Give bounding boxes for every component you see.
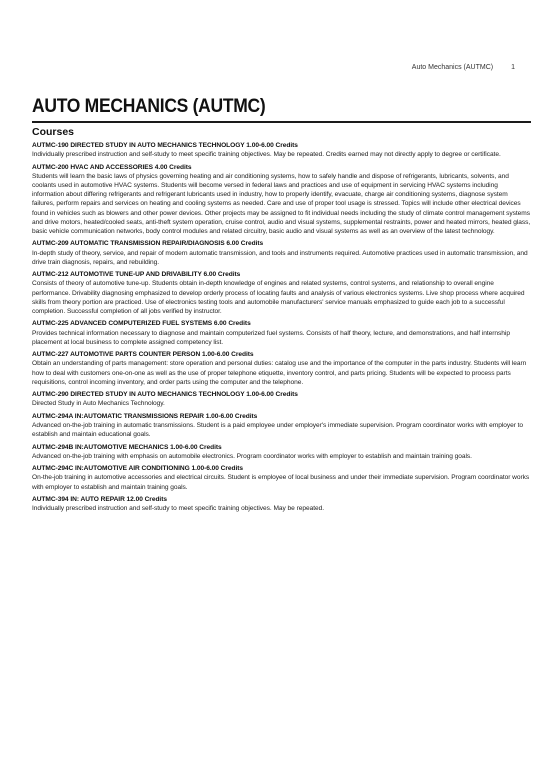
course-description: Provides technical information necessary to diagnose and maintain computerized fuel systems. Consists of half theory, lecture, and demonstrations, and half internship placement at local business to complete assigned competency list. [32, 329, 510, 346]
course-title: AUTMC-190 DIRECTED STUDY IN AUTO MECHANICS TECHNOLOGY 1.00-6.00 Credits [32, 142, 298, 149]
course-description: Advanced on-the-job training in automatic transmissions. Student is a paid employee under employer's immediate supervision. Program coordinator works with employer to establish and maintain educational goals. [32, 422, 524, 439]
document-title: AUTO MECHANICS (AUTMC) [32, 96, 266, 117]
course-description: Advanced on-the-job training with emphasis on automobile electronics. Program coordinator works with employer to establish and maintain training goals. [32, 452, 472, 460]
course-entry [32, 350, 531, 387]
course-entry [32, 443, 531, 461]
section-heading-courses: Courses [32, 126, 75, 138]
page-number: 1 [511, 64, 515, 71]
course-entry [32, 495, 531, 513]
course-title: AUTMC-290 DIRECTED STUDY IN AUTO MECHANICS TECHNOLOGY 1.00-6.00 Credits [32, 391, 298, 399]
course-title: AUTMC-294B IN:AUTOMOTIVE MECHANICS 1.00-6.00 Credits [32, 443, 222, 451]
course-description: Directed Study in Auto Mechanics Technology. [32, 400, 165, 408]
course-title: AUTMC-225 ADVANCED COMPUTERIZED FUEL SYSTEMS 6.00 Credits [32, 320, 251, 328]
course-entry [32, 412, 531, 440]
course-title: AUTMC-294C IN:AUTOMOTIVE AIR CONDITIONING 1.00-6.00 Credits [32, 465, 244, 473]
course-title: AUTMC-209 AUTOMATIC TRANSMISSION REPAIR/DIAGNOSIS 6.00 Credits [32, 240, 264, 248]
course-list [32, 141, 531, 517]
course-description: Individually prescribed instruction and self-study to meet specific training objectives. May be repeated. Credits earned may not directly apply to degree or certificate. [32, 151, 501, 159]
course-entry [32, 464, 531, 492]
course-description: Obtain an understanding of parts management: store operation and personal duties: catalog use and the importance of the computer in the parts industry. Students will learn how to deal with customers one-on-one as well as the use of proper telephone etiquette, inventory control, and parts pricing. Students will be expected to process parts requisitions, control incoming inventory, and order parts using the computer and the telephone. [32, 360, 527, 386]
course-entry [32, 141, 531, 159]
course-title: AUTMC-200 HVAC AND ACCESSORIES 4.00 Credits [32, 163, 192, 171]
course-title: AUTMC-394 IN: AUTO REPAIR 12.00 Credits [32, 495, 167, 503]
course-title: AUTMC-212 AUTOMOTIVE TUNE-UP AND DRIVABILITY 6.00 Credits [32, 271, 241, 279]
course-description: Consists of theory of automotive tune-up. Students obtain in-depth knowledge of engines and related systems, control systems, and relationship to overall engine performance. Drivability diagnosing emphasized to develop orderly process of locating faults and analysis of various electronics systems. Live shop process where acquired skills from theory portion are practiced. Use of electronics testing tools and automobile manufacturers' service manuals emphasized to guide each job to a successful completion. Successful completion of all jobs verified by instructor. [32, 280, 525, 316]
course-entry [32, 270, 531, 316]
course-title: AUTMC-227 AUTOMOTIVE PARTS COUNTER PERSON 1.00-6.00 Credits [32, 351, 254, 359]
course-description: Individually prescribed instruction and self-study to meet specific training objectives. May be repeated. [32, 505, 324, 513]
title-divider [32, 121, 531, 123]
running-header [412, 64, 515, 71]
course-title: AUTMC-294A IN:AUTOMATIC TRANSMISSIONS REPAIR 1.00-6.00 Credits [32, 412, 258, 420]
course-entry [32, 163, 531, 237]
course-description: In-depth study of theory, service, and repair of modern automatic transmission, and tools and instruments required. Automotive practices used in automatic transmission, and drive train diagnosis, repairs, and rebuilding. [32, 249, 528, 266]
course-description: On-the-job training in automotive accessories and electrical circuits. Student is employee of local business and under their immediate supervision. Program coordinator works with employer to establish and maintain training goals. [32, 474, 530, 491]
course-entry [32, 319, 531, 347]
course-entry [32, 390, 531, 408]
course-description: Students will learn the basic laws of physics governing heating and air conditioning systems, how to safely handle and dispose of refrigerants, lubricants, solvents, and coolants used in automotive HVAC systems. Students will become versed in federal laws and practices and use of equipment in servicing HVAC systems including information about differing refrigerants and refrigerant lubricants used in industry, how to properly identify, evacuate, charge air conditioning systems, diagnose system failures, perform repairs and services on heating and cooling systems as needed. Care and use of proper tool usage is stressed. Topics will include other electrical devices found in vehicles such as blowers and other power devices. Other projects may be assigned to fit individual needs including the study of climate control management systems and drive motors, heated/cooled seats, anti-theft system operation, cruise control, audio and visual systems, supplemental restraints, power and heated mirrors, heated glass, basic vehicle communication networks, body control modules and related circuitry, basic audio and visual systems as well as an overview of the latest technology. [32, 172, 531, 236]
course-entry [32, 239, 531, 267]
running-header-title: Auto Mechanics (AUTMC) [411, 64, 494, 71]
